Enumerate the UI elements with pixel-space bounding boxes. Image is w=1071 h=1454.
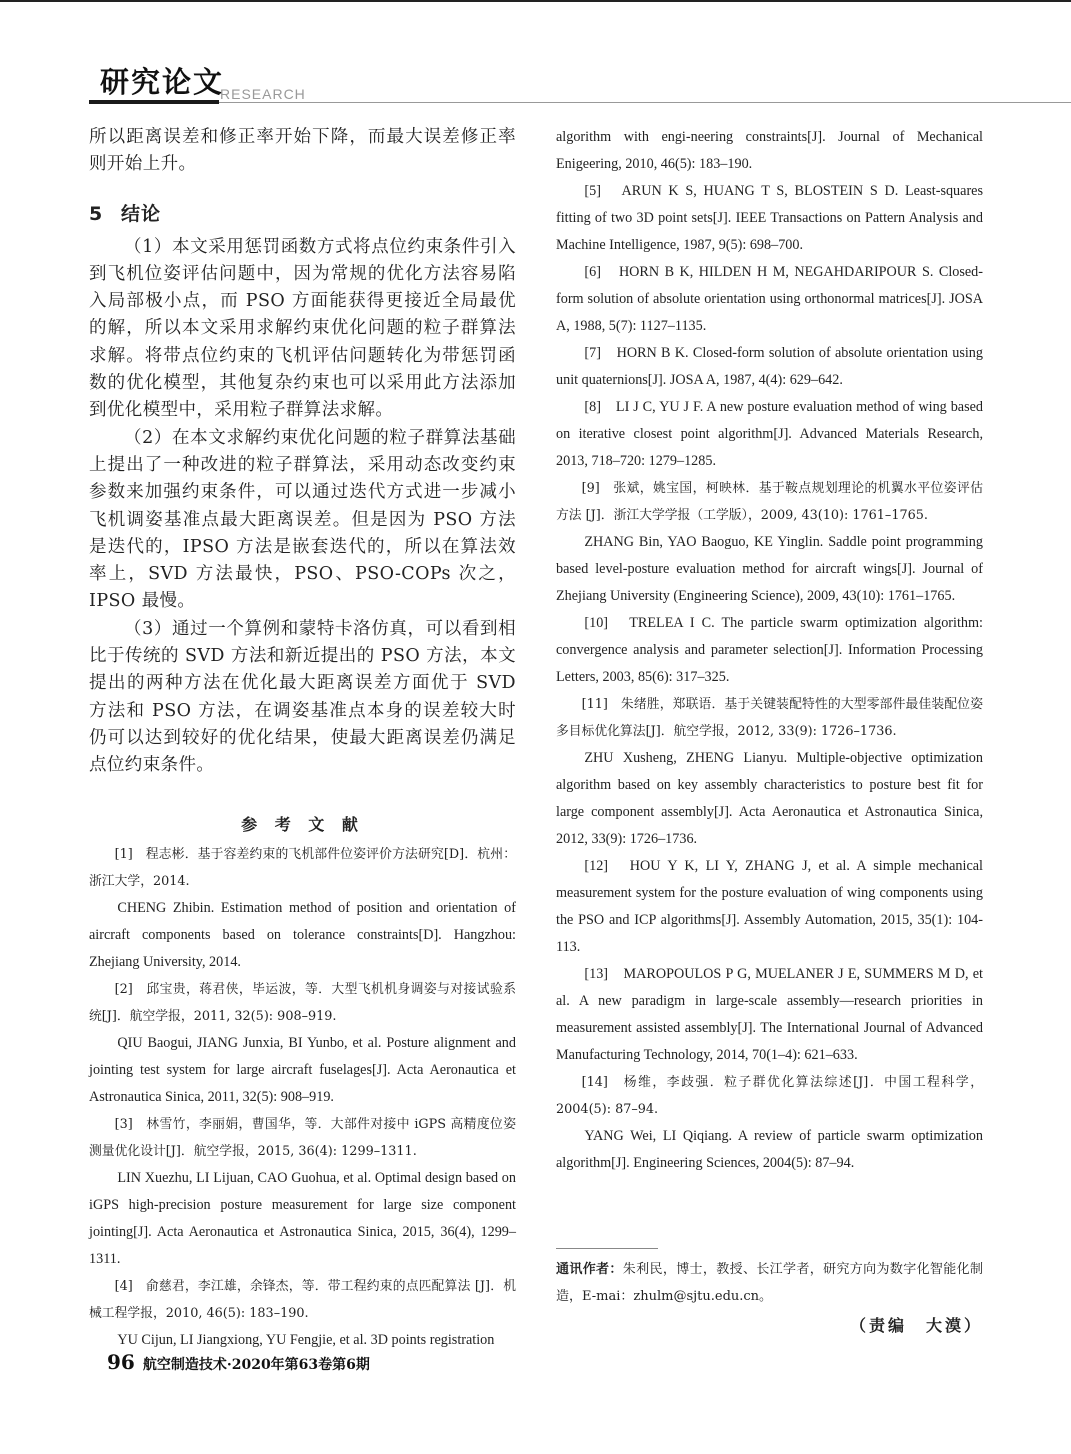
reference-8: [8] LI J C, YU J F. A new posture evaluation method of wing based on iterative closest point algorithm[J]. Advanced Materials Research, 2013, 718–720: 1279–1285. <box>556 399 983 469</box>
intro-paragraph: 所以距离误差和修正率开始下降，而最大误差修正率则开始上升。 <box>89 127 516 175</box>
journal-name: 航空制造技术·2020年第63卷第6期 <box>142 1357 370 1373</box>
header-rule <box>219 102 1071 103</box>
conclusion-paragraph-2: （2）在本文求解约束优化问题的粒子群算法基础上提出了一种改进的粒子群算法，采用动态改变约束参数来加强约束条件，可以通过迭代方式进一步减小飞机调姿基准点最大距离误差。但是因为 PSO 方法是迭代的，IPSO 方法是嵌套迭代的，所以在算法效率上，SVD 方法最快，PSO、PSO-COPs 次之，IPSO 最慢。 <box>89 427 516 612</box>
conclusion-paragraph-3: （3）通过一个算例和蒙特卡洛仿真，可以看到相比于传统的 SVD 方法和新近提出的 PSO 方法，本文提出的两种方法在优化最大距离误差方面优于 SVD 方法和 PSO 方法，在调姿基准点本身的误差较大时仍可以达到较好的优化结果，使最大距离误差仍满足点位约束条件。 <box>89 618 516 776</box>
reference-1-en: CHENG Zhibin. Estimation method of position and orientation of aircraft components based on tolerance constraints[D]. Hangzhou: Zhejiang University, 2014. <box>89 899 516 970</box>
reference-3-cn: [3] 林雪竹，李丽娟，曹国华，等．大部件对接中 iGPS 高精度位姿测量优化设计[J]．航空学报，2015, 36(4): 1299–1311. <box>89 1116 516 1159</box>
corresponding-author-note <box>556 1256 983 1310</box>
reference-9-cn: [9] 张斌，姚宝国，柯映林．基于鞍点规划理论的机翼水平位姿评估方法 [J]．浙江大学学报（工学版），2009, 43(10): 1761–1765. <box>556 481 983 523</box>
section-header-subtitle: RESEARCH <box>220 86 306 102</box>
reference-12: [12] HOU Y K, LI Y, ZHANG J, et al. A simple mechanical measurement system for the posture evaluation of wing components using the PSO and ICP algorithms[J]. Assembly Automation, 2015, 35(1): 104-113. <box>556 858 983 955</box>
page-footer <box>107 1350 370 1374</box>
section-title: 结论 <box>121 202 162 225</box>
reference-11-en: ZHU Xusheng, ZHENG Lianyu. Multiple-objective optimization algorithm based on key assembly characteristics to posture best fit for large component assembly[J]. Acta Aeronautica et Astronautica Sinica, 2012, 33(9): 1726–1736. <box>556 750 983 847</box>
reference-11-cn: [11] 朱绪胜，郑联语．基于关键装配特性的大型零部件最佳装配位姿多目标优化算法[J]．航空学报，2012, 33(9): 1726–1736. <box>556 697 983 739</box>
reference-3-en: LIN Xuezhu, LI Lijuan, CAO Guohua, et al. Optimal design based on iGPS high-precision posture measurement for large size component jointing[J]. Acta Aeronautica et Astronautica Sinica, 2015, 36(4), 1299–1311. <box>89 1169 516 1267</box>
reference-4-cn: [4] 俞慈君，李江雄，余锋杰，等．带工程约束的点匹配算法 [J]．机械工程学报，2010, 46(5): 183–190. <box>89 1278 516 1321</box>
reference-9-en: ZHANG Bin, YAO Baoguo, KE Yinglin. Saddle point programming based level-posture evaluation method for aircraft wings[J]. Journal of Zhejiang University (Engineering Science), 2009, 43(10): 1761–1765. <box>556 534 983 604</box>
reference-4-en-continued: algorithm with engi-neering constraints[J]. Journal of Mechanical Enigeering, 2010, 46(5): 183–190. <box>556 129 983 172</box>
section-number: 5 <box>89 202 104 225</box>
top-rule <box>0 0 1071 2</box>
footnote-rule <box>556 1248 658 1249</box>
reference-6: [6] HORN B K, HILDEN H M, NEGAHDARIPOUR S. Closed-form solution of absolute orientation using orthonormal matrices[J]. JOSA A, 1988, 5(7): 1127–1135. <box>556 264 983 334</box>
reference-4-en: YU Cijun, LI Jiangxiong, YU Fengjie, et al. 3D points registration <box>117 1331 495 1348</box>
conclusion-paragraph-1: （1）本文采用惩罚函数方式将点位约束条件引入到飞机位姿评估问题中，因为常规的优化方法容易陷入局部极小点，而 PSO 方面能获得更接近全局最优的解，所以本文采用求解约束优化问题的粒子群算法求解。将带点位约束的飞机评估问题转化为带惩罚函数的优化模型，其他复杂约束也可以采用此方法添加到优化模型中，采用粒子群算法求解。 <box>89 236 516 421</box>
reference-2-cn: [2] 邱宝贵，蒋君侠，毕运波，等．大型飞机机身调姿与对接试验系统[J]．航空学报，2011, 32(5): 908–919. <box>89 981 516 1024</box>
reference-13: [13] MAROPOULOS P G, MUELANER J E, SUMMERS M D, et al. A new paradigm in large-scale assembly—research priorities in measurement assisted assembly[J]. The International Journal of Advanced Manufacturing Technology, 2014, 70(1–4): 621–633. <box>556 966 983 1063</box>
reference-5: [5] ARUN K S, HUANG T S, BLOSTEIN S D. Least-squares fitting of two 3D point sets[J]. IEEE Transactions on Pattern Analysis and Machine Intelligence, 1987, 9(5): 698–700. <box>556 183 983 253</box>
reference-10: [10] TRELEA I C. The particle swarm optimization algorithm: convergence analysis and parameter selection[J]. Information Processing Letters, 2003, 85(6): 317–325. <box>556 615 983 685</box>
footnote-text: 朱利民，博士，教授、长江学者，研究方向为数字化智能化制造，E-mai：zhulm@sjtu.edu.cn。 <box>556 1262 983 1304</box>
reference-14-cn: [14] 杨维，李歧强．粒子群优化算法综述[J]．中国工程科学，2004(5): 87–94. <box>556 1075 983 1117</box>
footnote-label: 通讯作者： <box>556 1262 623 1277</box>
reference-14-en: YANG Wei, LI Qiqiang. A review of particle swarm optimization algorithm[J]. Engineering Sciences, 2004(5): 87–94. <box>556 1128 983 1171</box>
reference-7: [7] HORN B K. Closed-form solution of absolute orientation using unit quaternions[J]. JOSA A, 1987, 4(4): 629–642. <box>556 345 983 388</box>
section-header-title: 研究论文 <box>100 65 225 99</box>
reference-1-cn: [1] 程志彬．基于容差约束的飞机部件位姿评价方法研究[D]．杭州：浙江大学，2014. <box>89 846 516 889</box>
left-column <box>89 124 516 1354</box>
references-heading: 参 考 文 献 <box>241 814 364 834</box>
header-bar <box>89 100 219 104</box>
reference-2-en: QIU Baogui, JIANG Junxia, BI Yunbo, et al. Posture alignment and jointing test system for large aircraft fuselages[J]. Acta Aeronautica et Astronautica Sinica, 2011, 32(5): 908–919. <box>89 1034 516 1105</box>
editor-credit: （责编 大漠） <box>849 1316 983 1335</box>
right-column <box>556 124 983 1177</box>
page-number: 96 <box>107 1350 135 1374</box>
section-heading <box>89 199 516 226</box>
